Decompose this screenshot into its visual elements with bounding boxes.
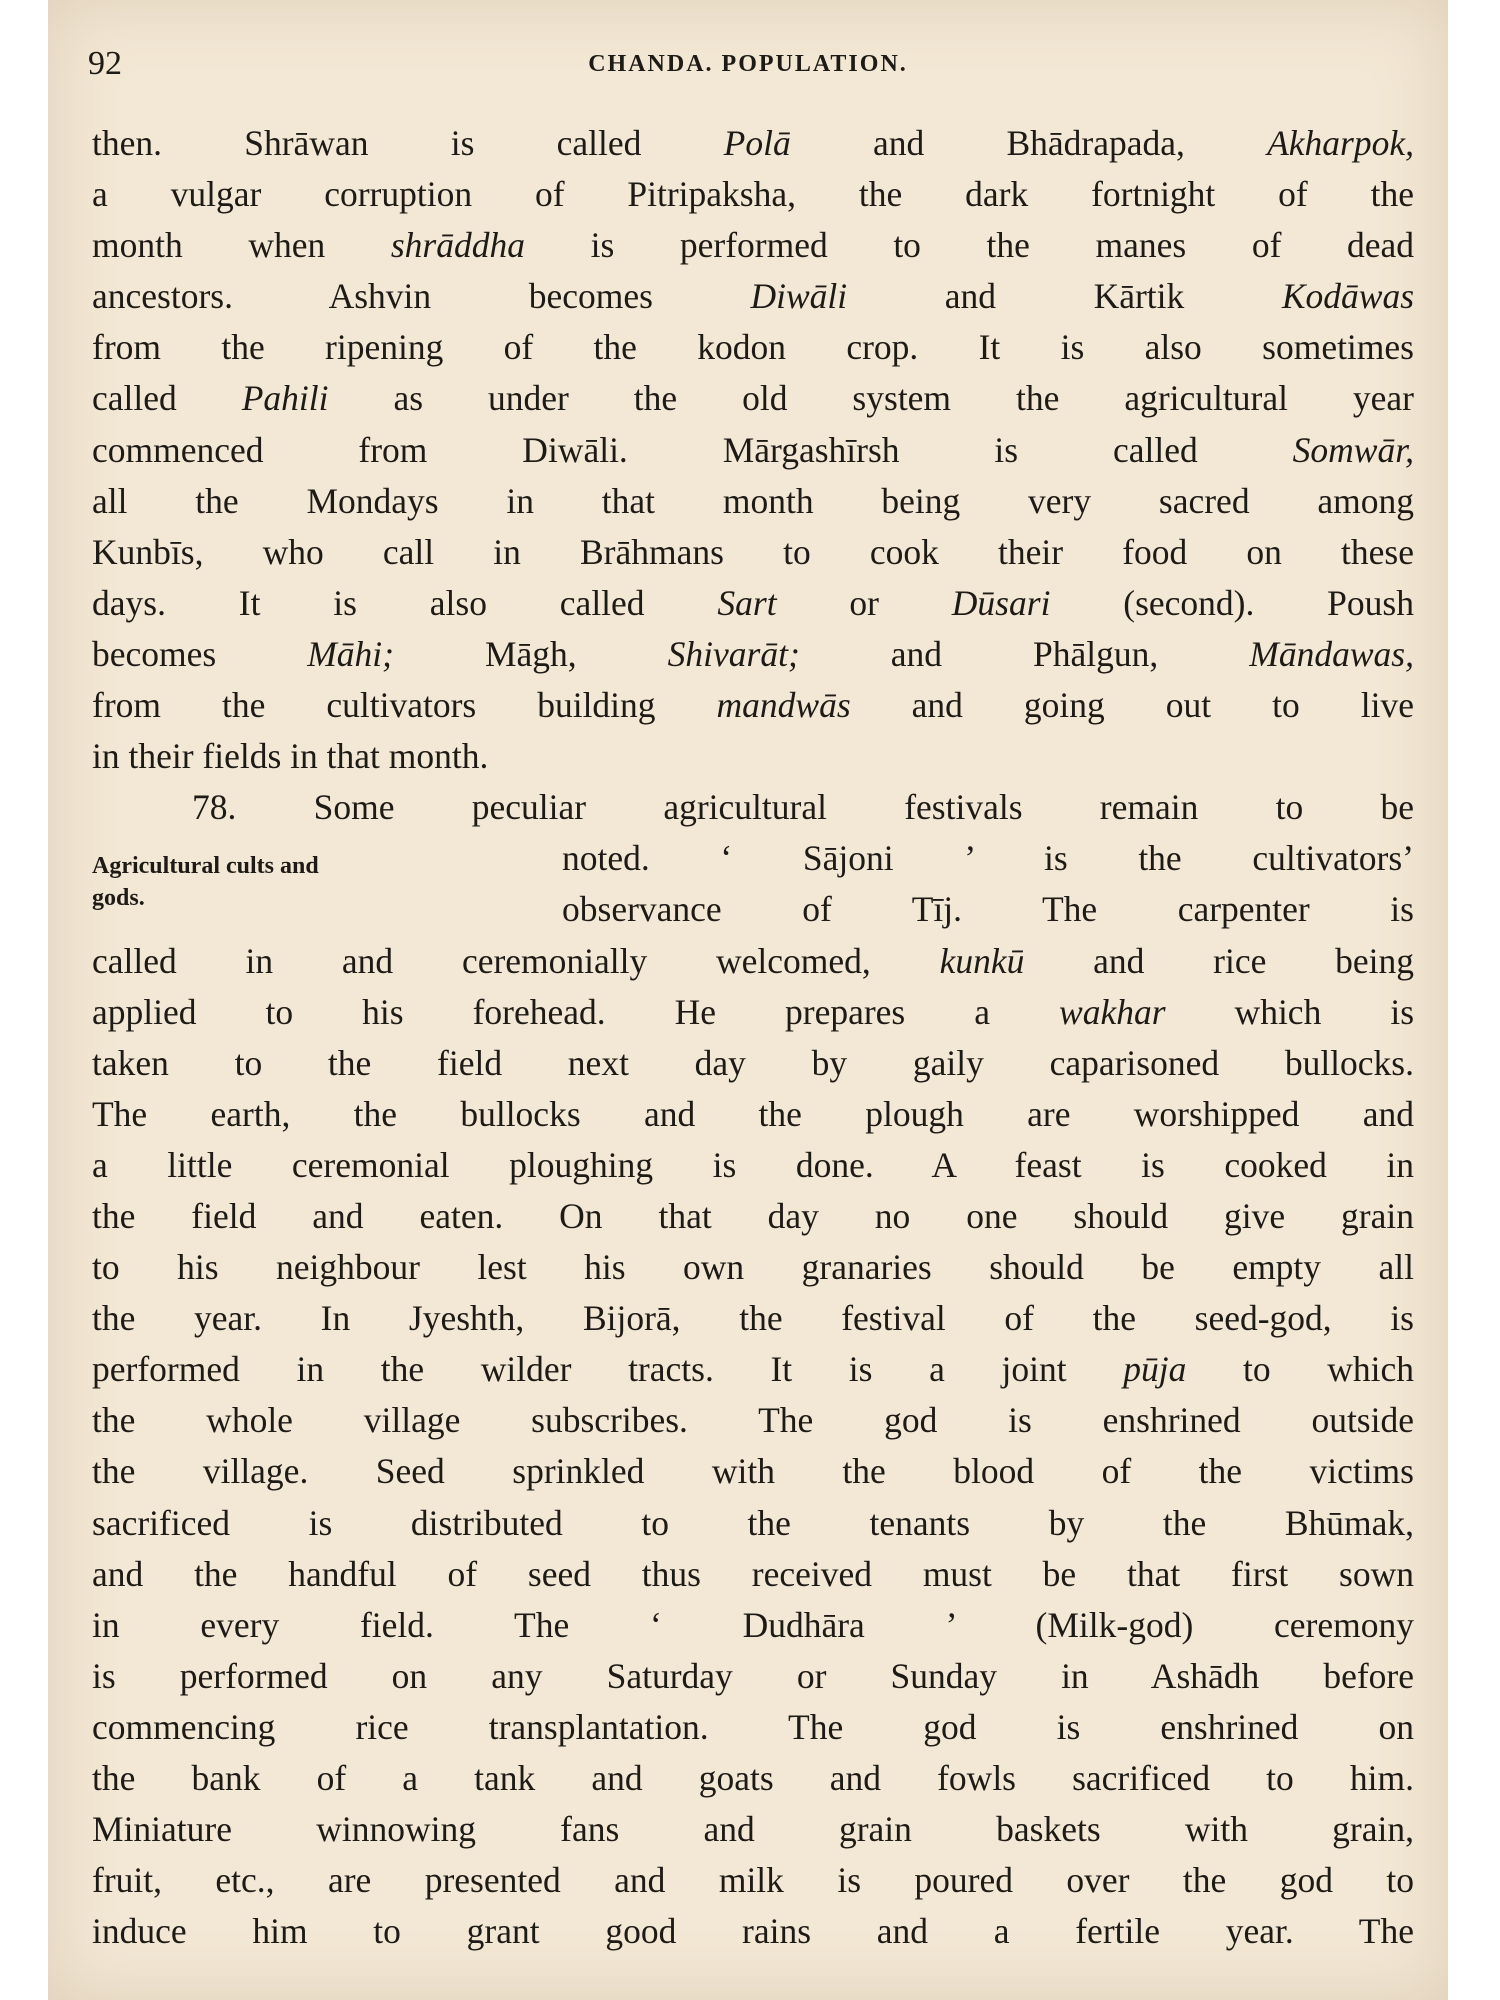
text-line: called in and ceremonially welcomed, kunkū and rice being bbox=[92, 940, 1414, 981]
running-head: CHANDA. POPULATION. bbox=[588, 51, 908, 77]
text-line: 78. Some peculiar agricultural festivals remain to be bbox=[192, 787, 1414, 828]
text-line: Kunbīs, who call in Brāhmans to cook their food on these bbox=[92, 531, 1414, 572]
text-line: a vulgar corruption of Pitripaksha, the dark fortnight of the bbox=[92, 174, 1414, 215]
margin-note-line: gods. bbox=[92, 885, 145, 911]
text-line: called Pahili as under the old system the agricultural year bbox=[92, 378, 1414, 419]
text-line: applied to his forehead. He prepares a wakhar which is bbox=[92, 991, 1414, 1032]
page-number: 92 bbox=[88, 45, 122, 82]
text-line: from the cultivators building mandwās and going out to live bbox=[92, 685, 1414, 726]
text-line: induce him to grant good rains and a fertile year. The bbox=[92, 1911, 1414, 1952]
text-line: is performed on any Saturday or Sunday in Ashādh before bbox=[92, 1655, 1414, 1696]
text-line: in every field. The ‘ Dudhāra ’ (Milk-god) ceremony bbox=[92, 1604, 1414, 1645]
text-line: the whole village subscribes. The god is enshrined outside bbox=[92, 1400, 1414, 1441]
text-line: from the ripening of the kodon crop. It is also sometimes bbox=[92, 327, 1414, 368]
text-line: the village. Seed sprinkled with the blood of the victims bbox=[92, 1451, 1414, 1492]
text-line: to his neighbour lest his own granaries should be empty all bbox=[92, 1247, 1414, 1288]
text-line: a little ceremonial ploughing is done. A feast is cooked in bbox=[92, 1144, 1414, 1185]
text-line: the field and eaten. On that day no one should give grain bbox=[92, 1195, 1414, 1236]
text-line: becomes Māhi; Māgh, Shivarāt; and Phālgun, Māndawas, bbox=[92, 633, 1414, 674]
text-line: month when shrāddha is performed to the manes of dead bbox=[92, 225, 1414, 266]
text-line: the bank of a tank and goats and fowls sacrificed to him. bbox=[92, 1758, 1414, 1798]
text-line: then. Shrāwan is called Polā and Bhādrapada, Akharpok, bbox=[92, 123, 1414, 163]
page-header bbox=[88, 45, 1408, 85]
text-line: performed in the wilder tracts. It is a joint pūja to which bbox=[92, 1349, 1414, 1390]
text-line: noted. ‘ Sājoni ’ is the cultivators’ bbox=[562, 838, 1414, 879]
body-text bbox=[92, 118, 1414, 1957]
text-line: commencing rice transplantation. The god is enshrined on bbox=[92, 1706, 1414, 1747]
book-page bbox=[48, 0, 1448, 2000]
text-line: sacrificed is distributed to the tenants by the Bhūmak, bbox=[92, 1502, 1414, 1543]
text-line: Miniature winnowing fans and grain baskets with grain, bbox=[92, 1809, 1414, 1850]
text-line: taken to the field next day by gaily caparisoned bullocks. bbox=[92, 1042, 1414, 1083]
text-line: fruit, etc., are presented and milk is poured over the god to bbox=[92, 1860, 1414, 1901]
text-line: commenced from Diwāli. Mārgashīrsh is called Somwār, bbox=[92, 429, 1414, 470]
margin-note-line: Agricultural cults and bbox=[92, 853, 319, 879]
text-line: the year. In Jyeshth, Bijorā, the festival of the seed-god, is bbox=[92, 1298, 1414, 1339]
text-line: days. It is also called Sart or Dūsari (second). Poush bbox=[92, 582, 1414, 623]
text-line: in their fields in that month. bbox=[92, 736, 489, 777]
text-line: all the Mondays in that month being very sacred among bbox=[92, 480, 1414, 521]
text-line: observance of Tīj. The carpenter is bbox=[562, 889, 1414, 930]
text-line: The earth, the bullocks and the plough are worshipped and bbox=[92, 1093, 1414, 1134]
text-line: ancestors. Ashvin becomes Diwāli and Kārtik Kodāwas bbox=[92, 276, 1414, 317]
text-line: and the handful of seed thus received must be that first sown bbox=[92, 1553, 1414, 1594]
